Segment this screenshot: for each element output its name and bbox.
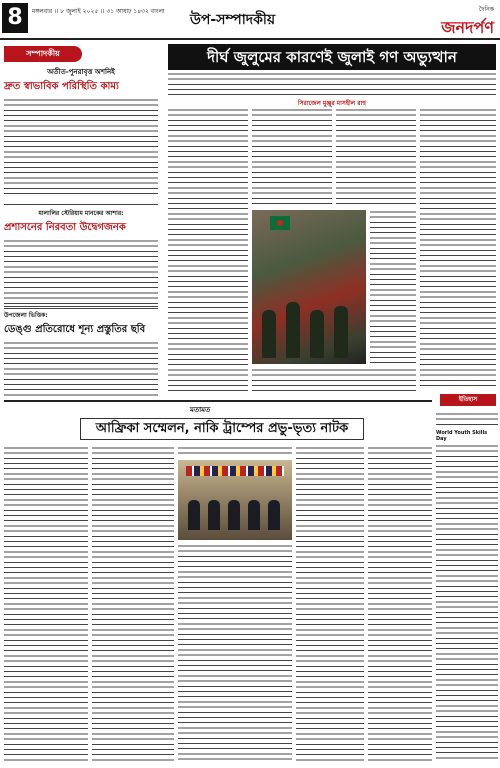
- third-byline: উপজেলা ভিত্তিক:: [4, 312, 48, 319]
- flag-graphic: [270, 216, 290, 230]
- logo-name: জনদর্পণ: [441, 18, 494, 37]
- bottom-col-5: [368, 446, 432, 762]
- bottom-col-4: [296, 446, 364, 762]
- main-headline: দীর্ঘ জুলুমের কারণেই জুলাই গণ অভ্যুত্থান: [168, 44, 496, 70]
- second-body: [4, 239, 158, 311]
- bottom-col-1: [4, 446, 88, 762]
- main-col-4: [420, 108, 496, 388]
- page-number: 8: [2, 3, 28, 33]
- protest-photo: [252, 210, 366, 364]
- column-divider: [4, 204, 158, 205]
- section-title: উপ-সম্পাদকীয়: [190, 12, 276, 28]
- main-col-1: [168, 108, 248, 394]
- main-col-2-bottom: [252, 368, 416, 394]
- summit-photo: [178, 460, 292, 540]
- history-tag: ইতিহাস: [440, 394, 496, 406]
- bottom-headline: আফ্রিকা সম্মেলন, নাকি ট্রাম্পের প্রভু-ভৃত্য নাটক: [80, 418, 364, 440]
- section-divider: [4, 400, 432, 402]
- logo-small-text: দৈনিক: [478, 6, 494, 13]
- editorial-tag: সম্পাদকীয়: [4, 46, 82, 62]
- bottom-col-3-top: [178, 446, 292, 458]
- date-line: মঙ্গলবার ।। ৮ জুলাই ২০২৫ ।। ৩১ আষাঢ় ১৪৩২ বাংলা: [32, 8, 165, 15]
- history-event: World Youth Skills Day: [436, 430, 488, 442]
- main-col-2: [252, 108, 332, 206]
- second-title: প্রশাসনের নিরবতা উদ্বেগজনক: [4, 222, 126, 233]
- editorial-column: [4, 46, 158, 196]
- main-intro: [168, 72, 496, 96]
- third-body: [4, 341, 158, 399]
- history-body: [436, 444, 498, 762]
- column-divider: [4, 306, 158, 307]
- second-article: [4, 208, 158, 311]
- main-byline: সিরাজেল মুঞ্জুর মাসহীল রাহু: [297, 100, 367, 107]
- editorial-title: দ্রুত স্বাভাবিক পরিস্থিতি কাম্য: [4, 81, 119, 92]
- main-col-3-side: [370, 210, 416, 364]
- third-title: ডেঙ্গু প্রতিরোধে শূন্য প্রস্তুতির ছবি: [4, 324, 146, 335]
- newspaper-logo: [441, 4, 494, 42]
- main-col-3: [336, 108, 416, 206]
- bottom-col-2: [92, 446, 174, 762]
- history-box: [436, 412, 498, 762]
- editorial-body: [4, 98, 158, 196]
- page-header: [0, 0, 500, 40]
- second-byline: মালালির স্টেরিয়াম মানকের আশার:: [38, 210, 124, 217]
- editorial-subtitle: অতীত-পুনরাবৃত্ত অশনিই: [47, 68, 115, 76]
- opinion-label: মতামত: [190, 406, 211, 414]
- third-article: [4, 310, 158, 399]
- bottom-col-3: [178, 544, 292, 762]
